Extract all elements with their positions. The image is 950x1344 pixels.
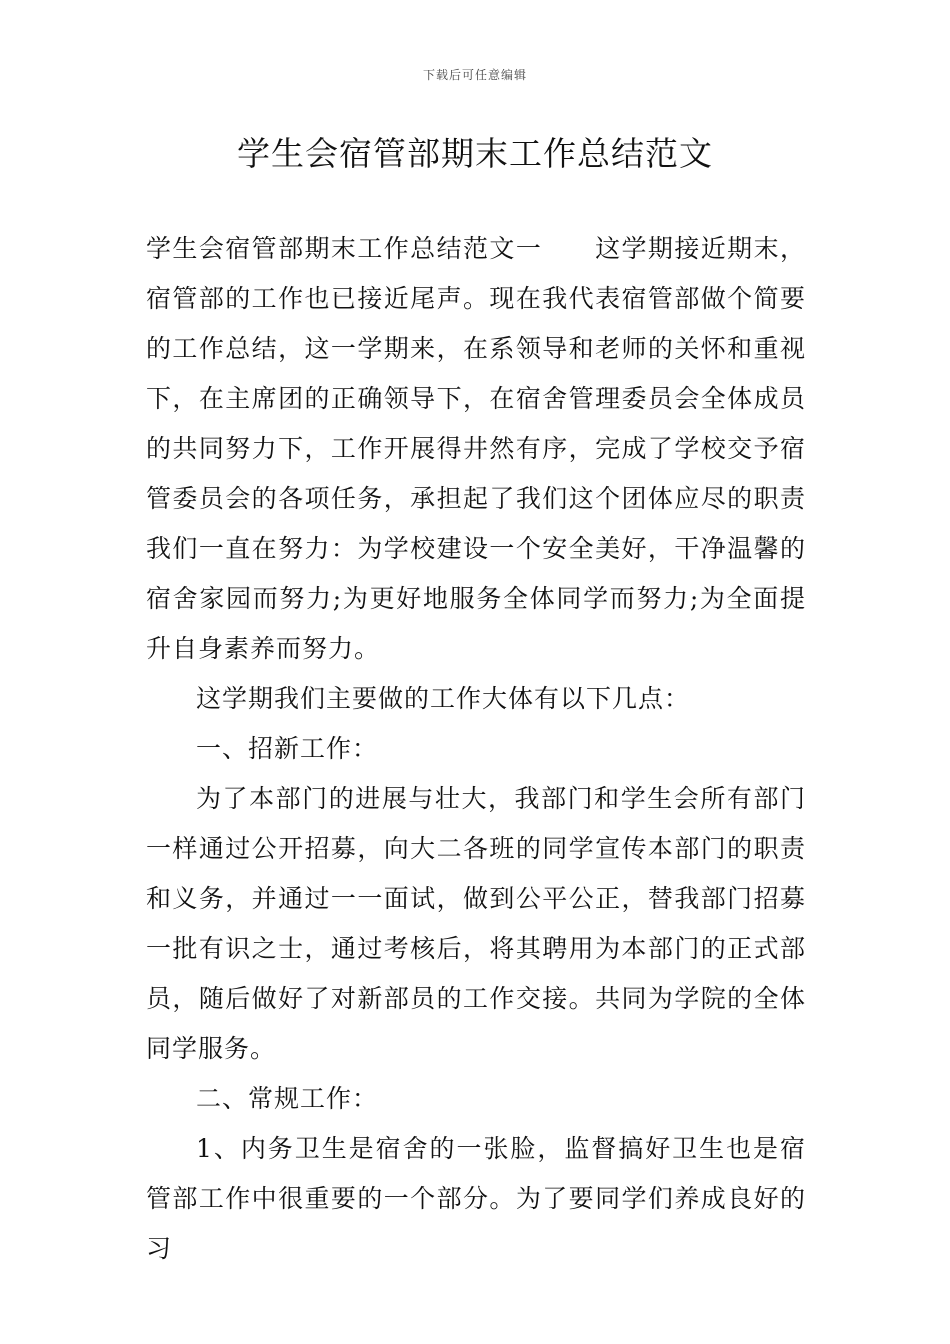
paragraph-intro: 学生会宿管部期末工作总结范文一 这学期接近期末，宿管部的工作也已接近尾声。现在我代表宿管部做个简要的工作总结，这一学期来，在系领导和老师的关怀和重视下，在主席团的正确领导下，在宿舍管理委员会全体成员的共同努力下，工作开展得井然有序，完成了学校交予宿管委员会的各项任务，承担起了我们这个团体应尽的职责我们一直在努力：为学校建设一个安全美好，干净温馨的宿舍家园而努力;为更好地服务全体同学而努力;为全面提升自身素养而努力。 xyxy=(146,234,806,663)
document-title: 学生会宿管部期末工作总结范文 xyxy=(237,134,713,173)
paragraph-routine-hygiene: 1、内务卫生是宿舍的一张脸，监督搞好卫生也是宿管部工作中很重要的一个部分。为了要同学们养成良好的习 xyxy=(146,1134,806,1263)
header-note: 下载后可任意编辑 xyxy=(422,68,527,82)
document-body xyxy=(146,224,806,1274)
paragraph-overview: 这学期我们主要做的工作大体有以下几点： xyxy=(196,684,691,713)
section-heading-recruitment: 一、招新工作： xyxy=(196,734,379,763)
paragraph-recruitment: 为了本部门的进展与壮大，我部门和学生会所有部门一样通过公开招募，向大二各班的同学宣传本部门的职责和义务，并通过一一面试，做到公平公正，替我部门招募一批有识之士，通过考核后，将其聘用为本部门的正式部员，随后做好了对新部员的工作交接。共同为学院的全体同学服务。 xyxy=(146,784,806,1063)
section-heading-routine: 二、常规工作： xyxy=(196,1084,379,1113)
